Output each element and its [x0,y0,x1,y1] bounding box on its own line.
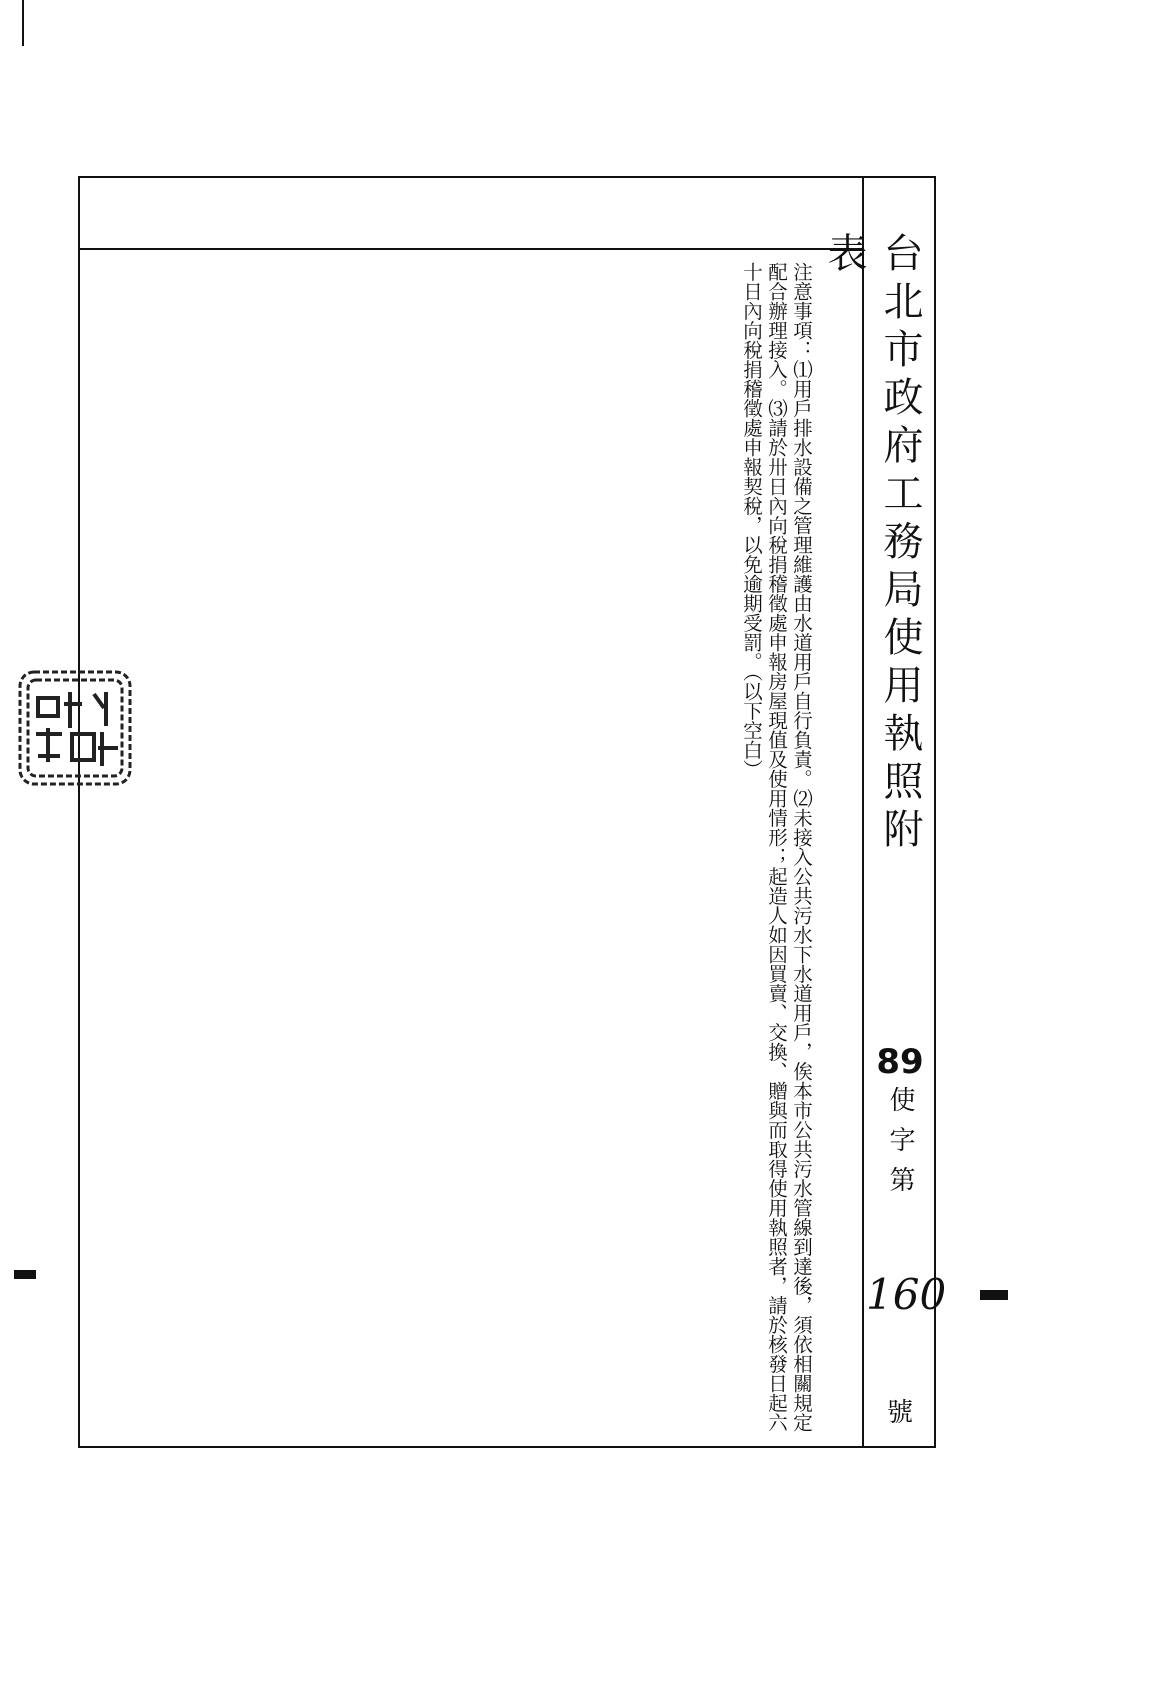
official-seal-stamp [16,668,136,796]
scan-mark-topleft [22,0,24,46]
notes-body: ⑴用戶排水設備之管理維護由水道用戶自行負責。⑵未接入公共污水下水道用戶，俟本市公共污水管線到達後，須依相關規定配合辦理接入。⑶請於卅日內向稅捐稽徵處申報房屋現值及使用情形；起造人如因買賣、交換、贈與而取得使用執照者，請於核發日起六十日內向稅捐稽徵處申報契稅，以免逾期受罰。（以下空白） [740,262,813,1432]
header-rule [80,248,862,250]
permit-word: 使字第 [885,1086,915,1206]
form-title: 台北市政府工務局使用執照附表 [821,232,923,856]
notes-heading: 注意事項： [790,262,813,360]
permit-year: 89 [876,1042,924,1082]
notes-section [714,262,814,1432]
permit-suffix: 號 [886,1398,913,1428]
title-column-divider [862,176,864,1448]
scan-mark-right [980,1290,1008,1300]
scan-mark-left [14,1270,36,1279]
permit-number-handwritten: 160 [866,1270,947,1319]
